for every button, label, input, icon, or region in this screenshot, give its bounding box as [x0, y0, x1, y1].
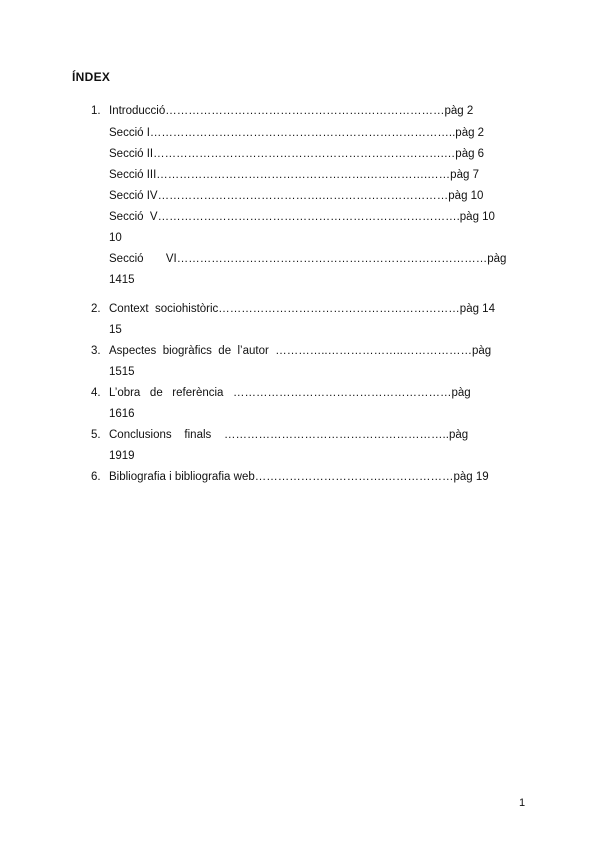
page-number: 1: [519, 797, 526, 809]
toc-entry-conclusions: Conclusions finals …………………………………………………..pàg: [109, 429, 469, 441]
toc-entry-seccio-3: Secció III……………………………………………….…………….……pàg 7: [109, 169, 479, 181]
toc-entry-context: Context sociohistòric………………………………………………………pàg 14: [109, 303, 495, 315]
toc-entry-aspectes: Aspectes biogràfics de l’autor …………..………………..………………pàg: [109, 345, 492, 357]
entry-number-2: 2.: [91, 303, 101, 315]
entry-number-3: 3.: [91, 345, 101, 357]
toc-entry-introduccio: Introducció…………………………………………….…………………pàg 2: [109, 105, 474, 117]
toc-entry-conclusions-cont: 1919: [109, 450, 135, 462]
entry-number-6: 6.: [91, 471, 101, 483]
page-title: ÍNDEX: [72, 70, 111, 84]
entry-number-4: 4.: [91, 387, 101, 399]
entry-number-5: 5.: [91, 429, 101, 441]
toc-entry-context-cont: 15: [109, 324, 122, 336]
toc-entry-obra: L’obra de referència …………………………………………………pàg: [109, 387, 471, 399]
toc-entry-seccio-4: Secció IV…………………………………….……………………………pàg 10: [109, 190, 484, 202]
toc-entry-seccio-6: Secció VI………………………………………………………………………pàg: [109, 253, 507, 265]
toc-entry-seccio-6-cont: 1415: [109, 274, 135, 286]
entry-number-1: 1.: [91, 105, 101, 117]
toc-entry-seccio-2: Secció II………………………………………………………………….…pàg 6: [109, 148, 485, 160]
toc-entry-seccio-1: Secció I……………………………………………………………………..pàg 2: [109, 127, 485, 139]
toc-entry-obra-cont: 1616: [109, 408, 135, 420]
toc-entry-seccio-5: Secció V…………………………………………………………………….pàg 10: [109, 211, 495, 223]
toc-entry-aspectes-cont: 1515: [109, 366, 135, 378]
toc-entry-seccio-5-cont: 10: [109, 232, 122, 244]
toc-entry-bibliografia: Bibliografia i bibliografia web…………………………….………………pàg 19: [109, 471, 489, 483]
